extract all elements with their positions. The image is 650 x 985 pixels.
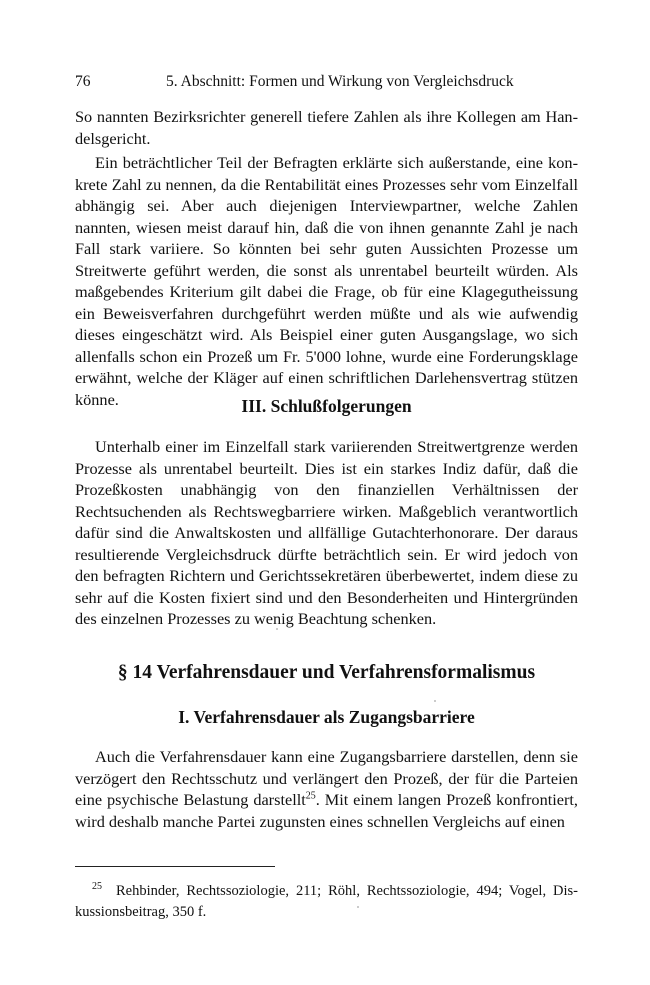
- footnote: [75, 876, 578, 923]
- paragraph-4: [75, 746, 578, 832]
- scan-speck: [276, 628, 278, 630]
- paragraph-2: Ein beträchtlicher Teil der Befragten erklärte sich außerstande, eine konkrete Zahl zu nennen, da die Rentabilität eines Prozesses sehr vom Einzelfall abhängig sei. Aber auch diejenigen Interviewpartner, welche Zahlen nannten, wiesen meist darauf hin, daß die von ihnen genannte Zahl je nach Fall stark variiere. So könnten bei sehr guten Aussichten Prozesse um Streitwerte geführt werden, die sonst als unrentabel beurteilt würden. Als maßgebendes Kriterium gilt dabei die Frage, ob für eine Klagegutheissung ein Beweisverfahren durchgeführt werden müßte und als wie aufwendig dieses eingeschätzt wird. Als Beispiel einer guten Ausgangslage, wo sich allenfalls schon ein Prozeß um Fr. 5'000 lohne, wurde eine Forderungsklage erwähnt, welche der Kläger auf einen schriftlichen Darlehensvertrag stützen könne.: [75, 153, 578, 409]
- footnote-text: Rehbinder, Rechtssoziologie, 211; Röhl, Rechtssoziologie, 494; Vogel, Diskussionsbeitrag, 350 f.: [75, 882, 578, 920]
- heading-schlussfolgerungen: III. Schlußfolgerungen: [241, 396, 412, 416]
- paragraph-3: Unterhalb einer im Einzelfall stark variierenden Streitwertgrenze werden Prozesse als unrentabel beurteilt. Dies ist ein starkes Indiz dafür, daß die Prozeßkosten unabhängig von den finanziellen Verhältnissen der Rechtsuchenden als Rechtswegbarriere wirken. Maßgeblich verantwortlich dafür sind die Anwaltskosten und allfällige Gutachterhonorare. Der daraus resultierende Vergleichsdruck dürfte beträchtlich sein. Er wird jedoch von den befragten Richtern und Gerichtssekretären überbewertet, indem diese zu sehr auf die Kosten fixiert sind und den Besonderheiten und Hintergründen des einzelnen Prozesses zu wenig Beachtung schenken.: [75, 437, 578, 628]
- scan-speck: [434, 700, 436, 702]
- page-header: [75, 73, 580, 93]
- heading-verfahrensdauer: I. Verfahrensdauer als Zugangsbarriere: [178, 707, 475, 727]
- footnote-divider: [75, 866, 275, 867]
- running-title: 5. Abschnitt: Formen und Wirkung von Vergleichsdruck: [166, 73, 514, 90]
- paragraph-1: So nannten Bezirksrichter generell tiefere Zahlen als ihre Kollegen am Handelsgericht.: [75, 107, 578, 148]
- paragraph-4-text-b: . Mit einem langen Prozeß konfrontiert, wird deshalb manche Partei zugunsten eines schnellen Vergleichs auf einen: [75, 790, 578, 831]
- paragraph-4-text-a: Auch die Verfahrensdauer kann eine Zugangsbarriere darstellen, denn sie verzögert den Rechtsschutz und verlängert den Prozeß, der für die Parteien eine psychische Belastung darstellt: [75, 747, 578, 809]
- footnote-number: 25: [92, 881, 102, 892]
- section-heading: § 14 Verfahrensdauer und Verfahrensformalismus: [117, 662, 536, 683]
- page-number: 76: [75, 73, 91, 90]
- scan-speck: [357, 906, 359, 908]
- footnote-reference: 25: [305, 790, 316, 802]
